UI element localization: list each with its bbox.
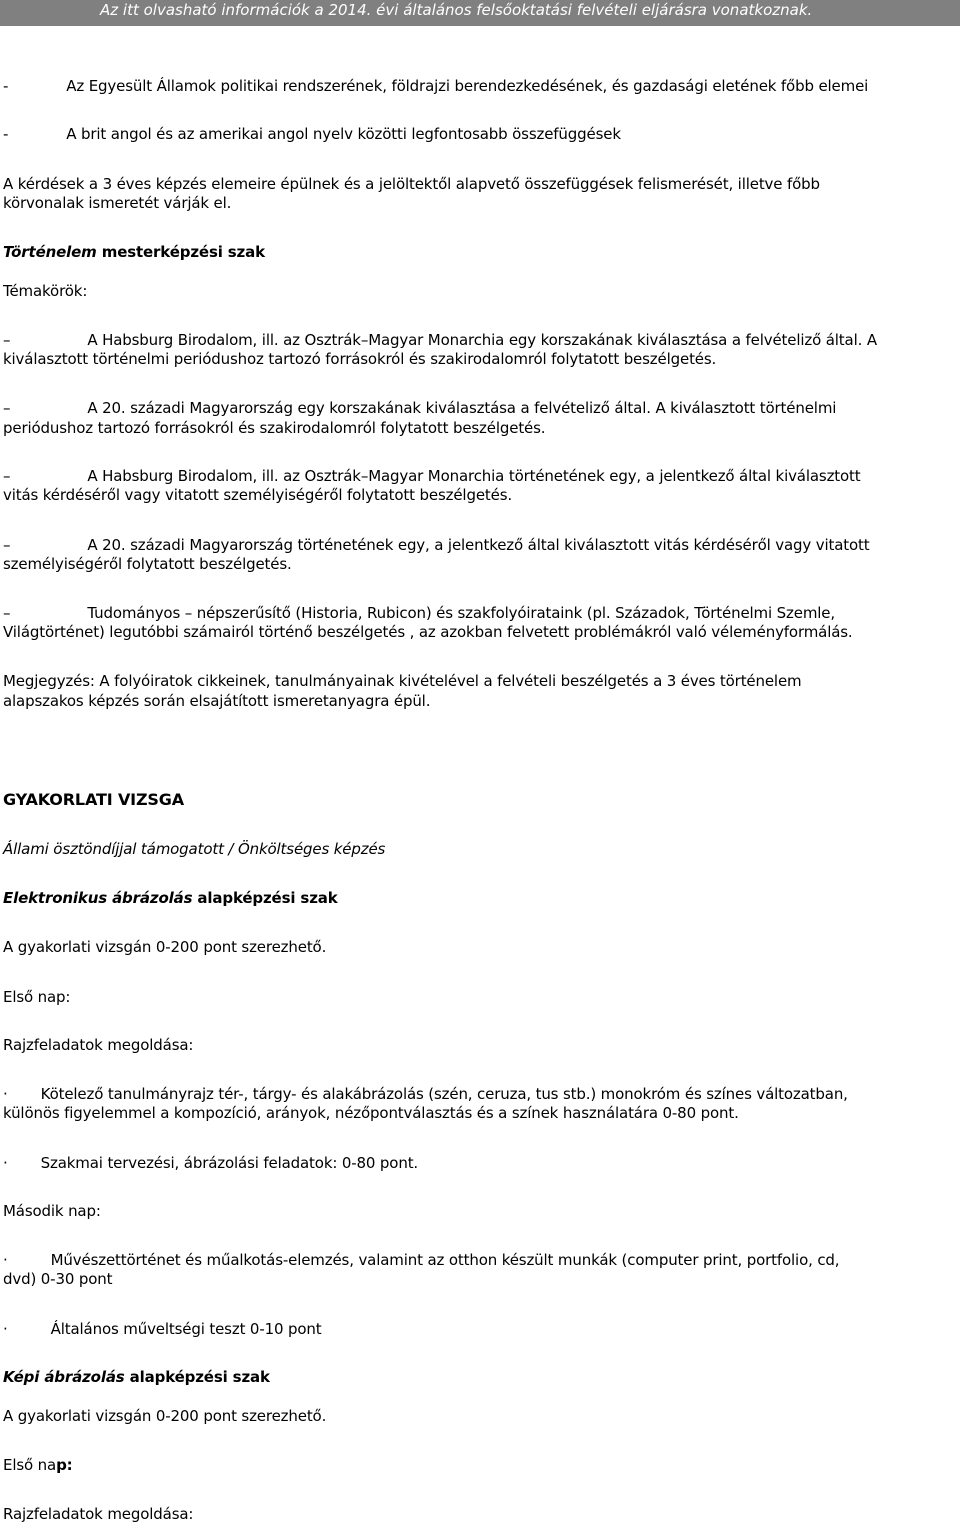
- history-section-title: [3, 242, 265, 262]
- dash: –: [3, 467, 11, 485]
- history-item-text: A Habsburg Birodalom, ill. az Osztrák–Magyar Monarchia történetének egy, a jelentkező által kiválasztott: [87, 467, 861, 485]
- visual-title-rest: alapképzési szak: [124, 1368, 270, 1386]
- history-item-text: Tudományos – népszerűsítő (Historia, Rubicon) és szakfolyóirataink (pl. Századok, Történelmi Szemle,: [87, 604, 835, 622]
- history-item-text: A 20. századi Magyarország egy korszakának kiválasztása a felvételiző által. A kiválasztott történelmi: [87, 399, 837, 417]
- electronic-day2-item-2: [3, 1319, 321, 1339]
- english-topic-line: [3, 124, 621, 144]
- day1-label-part: Első na: [3, 1456, 57, 1474]
- history-title-italic: Történelem: [3, 243, 97, 261]
- dash: –: [3, 399, 11, 417]
- history-title-rest: mesterképzési szak: [96, 243, 265, 261]
- dash: -: [3, 77, 9, 95]
- history-item-5-line2: Világtörténet) legutóbbi számairól történő beszélgetés , az azokban felvetett problémákról való véleményformálás.: [3, 623, 853, 641]
- page-header-notice: Az itt olvasható információk a 2014. évi általános felsőoktatási felvételi eljárásra vonatkoznak.: [100, 1, 813, 19]
- funding-line: Állami ösztöndíjjal támogatott / Önköltséges képzés: [3, 840, 386, 858]
- electronic-points: A gyakorlati vizsgán 0-200 pont szerezhető.: [3, 938, 327, 956]
- electronic-day1-item-1-line2: különös figyelemmel a kompozíció, arányok, nézőpontválasztás és a színek használatára 0-80 pont.: [3, 1104, 739, 1122]
- history-item-text: A 20. századi Magyarország történetének egy, a jelentkező által kiválasztott vitás kérdéséről vagy vitatott: [87, 536, 870, 554]
- visual-day1-label: [3, 1455, 73, 1475]
- dash: –: [3, 331, 11, 349]
- item-text: Szakmai tervezési, ábrázolási feladatok: 0-80 pont.: [40, 1154, 419, 1172]
- history-item-1-line2: kiválasztott történelmi periódushoz tartozó forrásokról és szakirodalomról folytatott beszélgetés.: [3, 350, 717, 368]
- visual-points: A gyakorlati vizsgán 0-200 pont szerezhető.: [3, 1407, 327, 1425]
- electronic-day1-item-2: [3, 1153, 418, 1173]
- history-item-4-line2: személyiségéről folytatott beszélgetés.: [3, 555, 292, 573]
- history-item-4-line1: [3, 535, 869, 555]
- electronic-day2-label: Második nap:: [3, 1202, 101, 1220]
- electronic-day2-item-1-line2: dvd) 0-30 pont: [3, 1270, 113, 1288]
- electronic-section-title: [3, 888, 338, 908]
- electronic-day1-label: Első nap:: [3, 988, 71, 1006]
- bullet: ·: [3, 1320, 8, 1338]
- history-item-2-line2: periódushoz tartozó forrásokról és szakirodalomról folytatott beszélgetés.: [3, 419, 546, 437]
- dash: –: [3, 604, 11, 622]
- us-topic-line: [3, 76, 868, 96]
- visual-section-title: [3, 1367, 270, 1387]
- bullet: ·: [3, 1154, 8, 1172]
- history-note-line2: alapszakos képzés során elsajátított ismeretanyagra épül.: [3, 692, 431, 710]
- history-item-text: A Habsburg Birodalom, ill. az Osztrák–Magyar Monarchia egy korszakának kiválasztása a felvételiző által. A: [87, 331, 877, 349]
- history-note-line1: Megjegyzés: A folyóiratok cikkeinek, tanulmányainak kivételével a felvételi beszélgetés a 3 éves történelem: [3, 672, 802, 690]
- history-item-3-line1: [3, 466, 861, 486]
- english-topic-text: A brit angol és az amerikai angol nyelv közötti legfontosabb összefüggések: [66, 125, 621, 143]
- history-item-1-line1: [3, 330, 877, 350]
- dash: -: [3, 125, 9, 143]
- electronic-title-rest: alapképzési szak: [192, 889, 338, 907]
- bullet: ·: [3, 1251, 8, 1269]
- history-item-2-line1: [3, 398, 836, 418]
- us-topic-text: Az Egyesült Államok politikai rendszerének, földrajzi berendezkedésének, és gazdasági eletének főbb elemei: [66, 77, 869, 95]
- dash: –: [3, 536, 11, 554]
- visual-drawing-tasks-label: Rajzfeladatok megoldása:: [3, 1505, 194, 1523]
- topics-label: Témakörök:: [3, 282, 88, 300]
- history-item-3-line2: vitás kérdéséről vagy vitatott személyiségéről folytatott beszélgetés.: [3, 486, 512, 504]
- history-item-5-line1: [3, 603, 835, 623]
- visual-title-italic: Képi ábrázolás: [3, 1368, 125, 1386]
- practical-exam-heading: GYAKORLATI VIZSGA: [3, 790, 185, 809]
- electronic-day2-item-1-line1: [3, 1250, 839, 1270]
- questions-note-line2: körvonalak ismeretét várják el.: [3, 194, 232, 212]
- item-text: Művészettörténet és műalkotás-elemzés, valamint az otthon készült munkák (computer print, portfolio, cd,: [50, 1251, 840, 1269]
- electronic-drawing-tasks-label: Rajzfeladatok megoldása:: [3, 1036, 194, 1054]
- item-text: Kötelező tanulmányrajz tér-, tárgy- és alakábrázolás (szén, ceruza, tus stb.) monokróm és színes változatban,: [40, 1085, 848, 1103]
- day1-label-bold-part: p:: [56, 1456, 73, 1474]
- bullet: ·: [3, 1085, 8, 1103]
- electronic-day1-item-1-line1: [3, 1084, 848, 1104]
- questions-note-line1: A kérdések a 3 éves képzés elemeire épülnek és a jelöltektől alapvető összefüggések felismerését, illetve főbb: [3, 175, 820, 193]
- electronic-title-italic: Elektronikus ábrázolás: [3, 889, 193, 907]
- item-text: Általános műveltségi teszt 0-10 pont: [50, 1320, 322, 1338]
